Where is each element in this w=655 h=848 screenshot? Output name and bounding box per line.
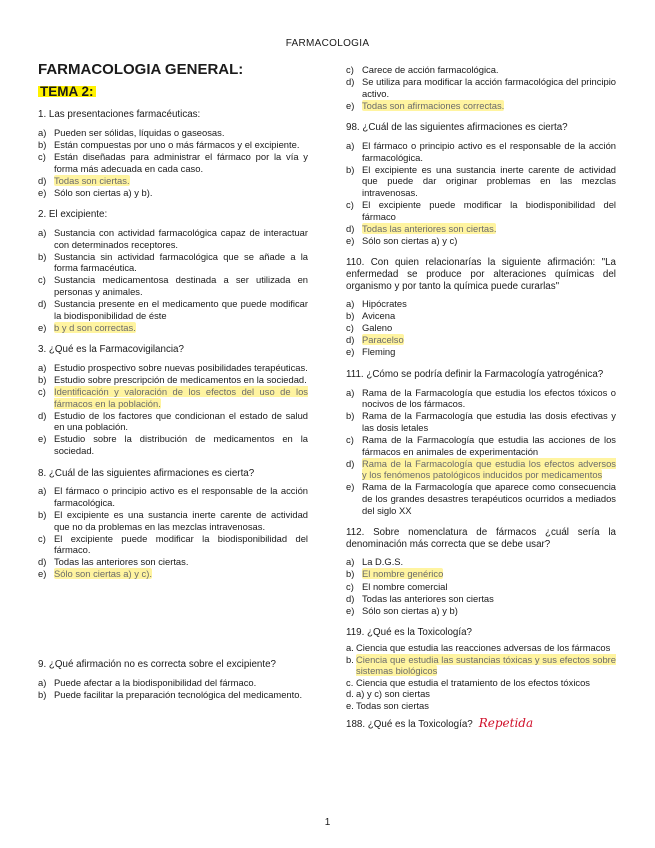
option-item: [38, 386, 308, 409]
option-letter: a): [38, 126, 47, 138]
option-item: [346, 387, 616, 410]
option-text-content: Paracelso: [362, 334, 404, 346]
option-text: [362, 322, 616, 334]
option-item: [38, 677, 308, 689]
option-text: [362, 593, 616, 605]
option-letter: b): [38, 250, 47, 262]
option-item: [346, 235, 616, 247]
question-text: 9. ¿Qué afirmación no es correcta sobre el excipiente?: [38, 658, 276, 670]
option-letter: e): [346, 234, 355, 246]
option-text-content: Todas las anteriores son ciertas.: [54, 556, 189, 568]
option-text: [54, 533, 308, 556]
option-letter: a): [346, 139, 355, 151]
option-text: [362, 310, 616, 322]
highlighted-answer: [54, 322, 308, 334]
option-text: [54, 298, 308, 321]
blank-space: [38, 591, 308, 659]
option-text: [362, 346, 616, 358]
question-188-text: 188. ¿Qué es la Toxicología?: [346, 718, 473, 730]
option-letter: c): [38, 386, 46, 398]
option-letter: c): [346, 64, 354, 75]
option-letter: b): [346, 163, 355, 175]
option-item: [38, 433, 308, 456]
option-text-content: Rama de la Farmacología que estudia los efectos adversos y los fenómenos patológicos inducidos por medicamentos: [362, 457, 616, 481]
right-questions: [346, 122, 616, 616]
option-letter: c.: [346, 676, 354, 688]
options-list: [38, 485, 308, 580]
option-text: [362, 164, 616, 199]
option-item: [346, 223, 616, 235]
option-text: [54, 187, 308, 199]
option-item: [38, 362, 308, 374]
option-text: [356, 642, 616, 654]
option-letter: e): [38, 321, 47, 333]
option-text: [54, 410, 308, 433]
option-text: [54, 509, 308, 532]
question-text: 111. ¿Cómo se podría definir la Farmacología yatrogénica?: [346, 369, 604, 381]
option-item: [346, 642, 616, 654]
option-letter: e): [346, 604, 355, 616]
option-text-content: Rama de la Farmacología que estudia las dosis efectivas y las dosis letales: [362, 410, 616, 433]
question-text: 3. ¿Qué es la Farmacovigilancia?: [38, 344, 184, 356]
option-letter: a): [38, 226, 47, 238]
option-text-content: Todas son ciertas: [356, 699, 429, 711]
option-item: [346, 310, 616, 322]
option-text-content: Rama de la Farmacología que estudia las acciones de los fármacos en animales de experimentación: [362, 434, 616, 457]
options-list: [346, 140, 616, 246]
options-list: [38, 227, 308, 333]
question-text: 110. Con quien relacionarías la siguiente afirmación: "La enfermedad se produce por alteraciones químicas del organismo y por tanto la química puede curarlas": [346, 257, 616, 292]
option-item: [346, 458, 616, 481]
options-list: [346, 298, 616, 358]
question-text: 8. ¿Cuál de las siguientes afirmaciones es cierta?: [38, 467, 255, 479]
option-text-content: Sustancia sin actividad farmacológica que se añade a la forma farmacéutica.: [54, 250, 308, 274]
option-letter: a): [38, 485, 47, 497]
question-188: [346, 715, 616, 731]
option-text-content: Sustancia presente en el medicamento que puede modificar la biodisponibilidad de éste: [54, 298, 308, 321]
option-text-content: Están compuestas por uno o más fármacos y el excipiente.: [54, 138, 300, 150]
option-letter: c): [38, 150, 46, 162]
option-item: [38, 485, 308, 508]
option-text-content: El nombre comercial: [362, 580, 448, 592]
option-item: [346, 434, 616, 457]
option-letter: e): [38, 433, 47, 445]
option-letter: d): [346, 76, 355, 88]
option-letter: a): [346, 298, 355, 310]
option-item: [38, 689, 308, 701]
option-text: [362, 298, 616, 310]
option-letter: b): [346, 310, 355, 322]
option-item: [346, 481, 616, 516]
highlighted-answer: [54, 386, 308, 409]
option-text-content: Todas son ciertas.: [54, 174, 130, 186]
option-item: [346, 593, 616, 605]
option-text-content: Ciencia que estudia el tratamiento de los efectos tóxicos: [356, 676, 590, 688]
option-text-content: Fleming: [362, 346, 396, 358]
options-list: [346, 387, 616, 517]
right-column: [346, 64, 616, 736]
option-text-content: Hipócrates: [362, 298, 407, 310]
option-text: [362, 76, 616, 99]
document-title: FARMACOLOGIA GENERAL:: [38, 61, 244, 78]
option-text-content: Galeno: [362, 322, 393, 334]
option-letter: e): [346, 99, 355, 111]
option-item: [346, 556, 616, 568]
question-text: 98. ¿Cuál de las siguientes afirmaciones es cierta?: [346, 122, 568, 134]
options-list: [346, 556, 616, 616]
option-text: [54, 374, 308, 386]
option-text: [54, 556, 308, 568]
option-letter: c): [346, 322, 354, 334]
option-text: [362, 434, 616, 457]
option-text: [362, 387, 616, 410]
option-text-content: La D.G.S.: [362, 556, 404, 568]
page-number: 1: [324, 817, 331, 828]
option-letter: d): [38, 298, 47, 309]
option-letter: b): [346, 410, 355, 422]
option-item: [346, 677, 616, 689]
option-item: [346, 654, 616, 677]
option-item: [38, 374, 308, 386]
option-item: [346, 140, 616, 163]
option-text-content: Sólo son ciertas a) y b): [362, 604, 458, 616]
highlighted-answer: [362, 458, 616, 481]
question-text: 112. Sobre nomenclatura de fármacos ¿cuál sería la denominación más correcta que se debe usar?: [346, 527, 616, 550]
option-item: [346, 605, 616, 617]
option-text: [54, 251, 308, 274]
option-item: [38, 187, 308, 199]
option-item: [346, 64, 616, 76]
highlighted-answer: [54, 175, 308, 187]
option-item: [346, 581, 616, 593]
option-text-content: Se utiliza para modificar la acción farmacológica del principio activo.: [362, 76, 616, 99]
highlighted-answer: [362, 223, 616, 235]
option-text: [54, 677, 308, 689]
option-text: [356, 677, 616, 689]
option-item: [346, 322, 616, 334]
option-text-content: El nombre genérico: [362, 568, 444, 580]
option-letter: b): [38, 508, 47, 520]
option-text: [362, 581, 616, 593]
page-header: FARMACOLOGIA: [285, 38, 370, 49]
option-text: [54, 151, 308, 174]
option-text-content: Ciencia que estudia las reacciones adversas de los fármacos: [356, 641, 611, 653]
option-text-content: El fármaco o principio activo es el responsable de la acción farmacológica.: [362, 139, 616, 163]
option-text-content: Sólo son ciertas a) y c): [362, 234, 458, 246]
option-text-content: Todas las anteriores son ciertas.: [362, 222, 497, 234]
option-letter: a.: [346, 641, 354, 653]
option-item: [38, 556, 308, 568]
option-text-content: Sustancia con actividad farmacológica capaz de interactuar con determinados receptores.: [54, 226, 308, 250]
option-letter: c): [38, 274, 46, 286]
option-letter: b): [38, 688, 47, 700]
option-text: [362, 235, 616, 247]
option-item: [38, 127, 308, 139]
option-item: [346, 334, 616, 346]
option-text: [54, 689, 308, 701]
option-letter: a): [38, 676, 47, 688]
option-text-content: a) y c) son ciertas: [356, 688, 430, 700]
option-letter: d.: [346, 688, 354, 700]
option-letter: e): [346, 346, 355, 358]
option-letter: d): [346, 334, 355, 346]
option-text-content: El excipiente puede modificar la biodisponibilidad del fármaco.: [54, 532, 308, 556]
option-letter: a): [346, 386, 355, 398]
option-text: [54, 139, 308, 151]
option-text-content: Pueden ser sólidas, líquidas o gaseosas.: [54, 126, 225, 138]
option-text-content: El fármaco o principio activo es el responsable de la acción farmacológica.: [54, 485, 308, 508]
option-text-content: Estudio prospectivo sobre nuevas posibilidades terapéuticas.: [54, 361, 308, 373]
option-item: [38, 139, 308, 151]
option-item: [38, 509, 308, 532]
option-text: [362, 481, 616, 516]
option-text-content: Ciencia que estudia las sustancias tóxicas y sus efectos sobre sistemas biológicos: [356, 653, 616, 677]
option-text-content: Identificación y valoración de los efectos del uso de los fármacos en la población.: [54, 386, 308, 409]
option-text-content: Estudio de los factores que condicionan el estado de salud en una población.: [54, 409, 308, 433]
highlighted-answer: [356, 654, 616, 677]
option-item: [346, 76, 616, 99]
option-text: [362, 410, 616, 433]
option-text-content: El excipiente es una sustancia inerte carente de actividad que no da problemas en las mezclas intravenosas.: [54, 508, 308, 532]
handwritten-note: Repetida: [478, 715, 534, 730]
question-119: 119. ¿Qué es la Toxicología?: [346, 627, 472, 639]
option-text: [54, 433, 308, 456]
highlighted-answer: [362, 568, 616, 580]
option-letter: d): [38, 174, 47, 186]
option-text-content: El excipiente es una sustancia inerte carente de actividad que puede dar originar problemas en las mezclas intravenosas.: [362, 163, 616, 198]
option-item: [346, 199, 616, 222]
options-list: [38, 677, 308, 701]
option-letter: d): [38, 556, 47, 568]
option-letter: a): [346, 556, 355, 568]
option-letter: e.: [346, 699, 354, 711]
question-text: 1. Las presentaciones farmacéuticas:: [38, 109, 201, 121]
option-item: [38, 410, 308, 433]
option-item: [346, 346, 616, 358]
option-text: [362, 556, 616, 568]
option-item: [38, 227, 308, 250]
option-item: [346, 700, 616, 712]
option-item: [346, 164, 616, 199]
option-text-content: Rama de la Farmacología que estudia los efectos tóxicos o nocivos de los fármacos.: [362, 386, 616, 410]
option-text-content: Sólo son ciertas a) y b).: [54, 186, 153, 198]
option-letter: d): [346, 457, 355, 469]
option-text-content: Puede facilitar la preparación tecnológica del medicamento.: [54, 688, 303, 700]
continued-options: [346, 64, 616, 111]
section-title: TEMA 2:: [40, 83, 94, 99]
option-letter: b): [38, 373, 47, 385]
option-text: [362, 199, 616, 222]
question-text: 2. El excipiente:: [38, 209, 108, 221]
option-text-content: Puede afectar a la biodisponibilidad del fármaco.: [54, 676, 257, 688]
option-text: [54, 227, 308, 250]
left-column: [38, 61, 308, 711]
option-text-content: Todas son afirmaciones correctas.: [362, 99, 505, 111]
option-text-content: Estudio sobre prescripción de medicamentos en la sociedad.: [54, 373, 307, 385]
options-list: [38, 127, 308, 199]
option-letter: b): [38, 138, 47, 150]
option-item: [38, 175, 308, 187]
option-item: [346, 568, 616, 580]
option-text: [54, 362, 308, 374]
left-questions: [38, 109, 308, 700]
option-letter: c): [38, 532, 46, 544]
option-letter: c): [346, 580, 354, 592]
highlighted-answer: [54, 568, 308, 580]
option-letter: c): [346, 198, 354, 210]
option-item: [38, 298, 308, 321]
option-letter: e): [346, 481, 355, 493]
option-text-content: Están diseñadas para administrar el fármaco por la vía y forma más adecuada en cada caso.: [54, 150, 308, 174]
option-text-content: Todas las anteriores son ciertas: [362, 592, 494, 604]
option-text-content: Rama de la Farmacología que aparece como consecuencia de los grandes desastres terapéuticos ocurridos a mediados del siglo XX: [362, 481, 616, 516]
option-text: [54, 127, 308, 139]
option-text-content: b y d son correctas.: [54, 321, 136, 333]
option-text-content: Sólo son ciertas a) y c).: [54, 568, 152, 580]
option-text-content: Avicena: [362, 310, 396, 322]
option-text: [356, 688, 616, 700]
option-text-content: Carece de acción farmacológica.: [362, 64, 499, 75]
option-letter: c): [346, 434, 354, 446]
option-text-content: Estudio sobre la distribución de medicamentos en la sociedad.: [54, 433, 308, 457]
option-text-content: El excipiente puede modificar la biodisponibilidad del fármaco: [362, 198, 616, 222]
option-text-content: Sustancia medicamentosa destinada a ser utilizada en personas y animales.: [54, 274, 308, 297]
highlighted-answer: [362, 100, 616, 112]
option-text: [362, 605, 616, 617]
option-letter: d): [38, 409, 47, 421]
option-item: [346, 298, 616, 310]
option-letter: b.: [346, 653, 354, 665]
option-item: [38, 533, 308, 556]
option-text: [54, 485, 308, 508]
option-item: [38, 322, 308, 334]
option-letter: a): [38, 361, 47, 373]
option-item: [346, 100, 616, 112]
option-item: [38, 251, 308, 274]
option-item: [346, 688, 616, 700]
option-text: [54, 274, 308, 297]
option-letter: e): [38, 186, 47, 198]
option-letter: d): [346, 592, 355, 604]
option-item: [38, 274, 308, 297]
option-letter: e): [38, 568, 47, 580]
option-item: [38, 151, 308, 174]
option-item: [38, 568, 308, 580]
options-list: [38, 362, 308, 457]
highlighted-answer: [362, 334, 616, 346]
option-text: [362, 64, 616, 76]
question-119-options: [346, 642, 616, 712]
option-letter: b): [346, 568, 355, 580]
option-text: [356, 700, 616, 712]
option-item: [346, 410, 616, 433]
option-letter: d): [346, 222, 355, 234]
option-text: [362, 140, 616, 163]
